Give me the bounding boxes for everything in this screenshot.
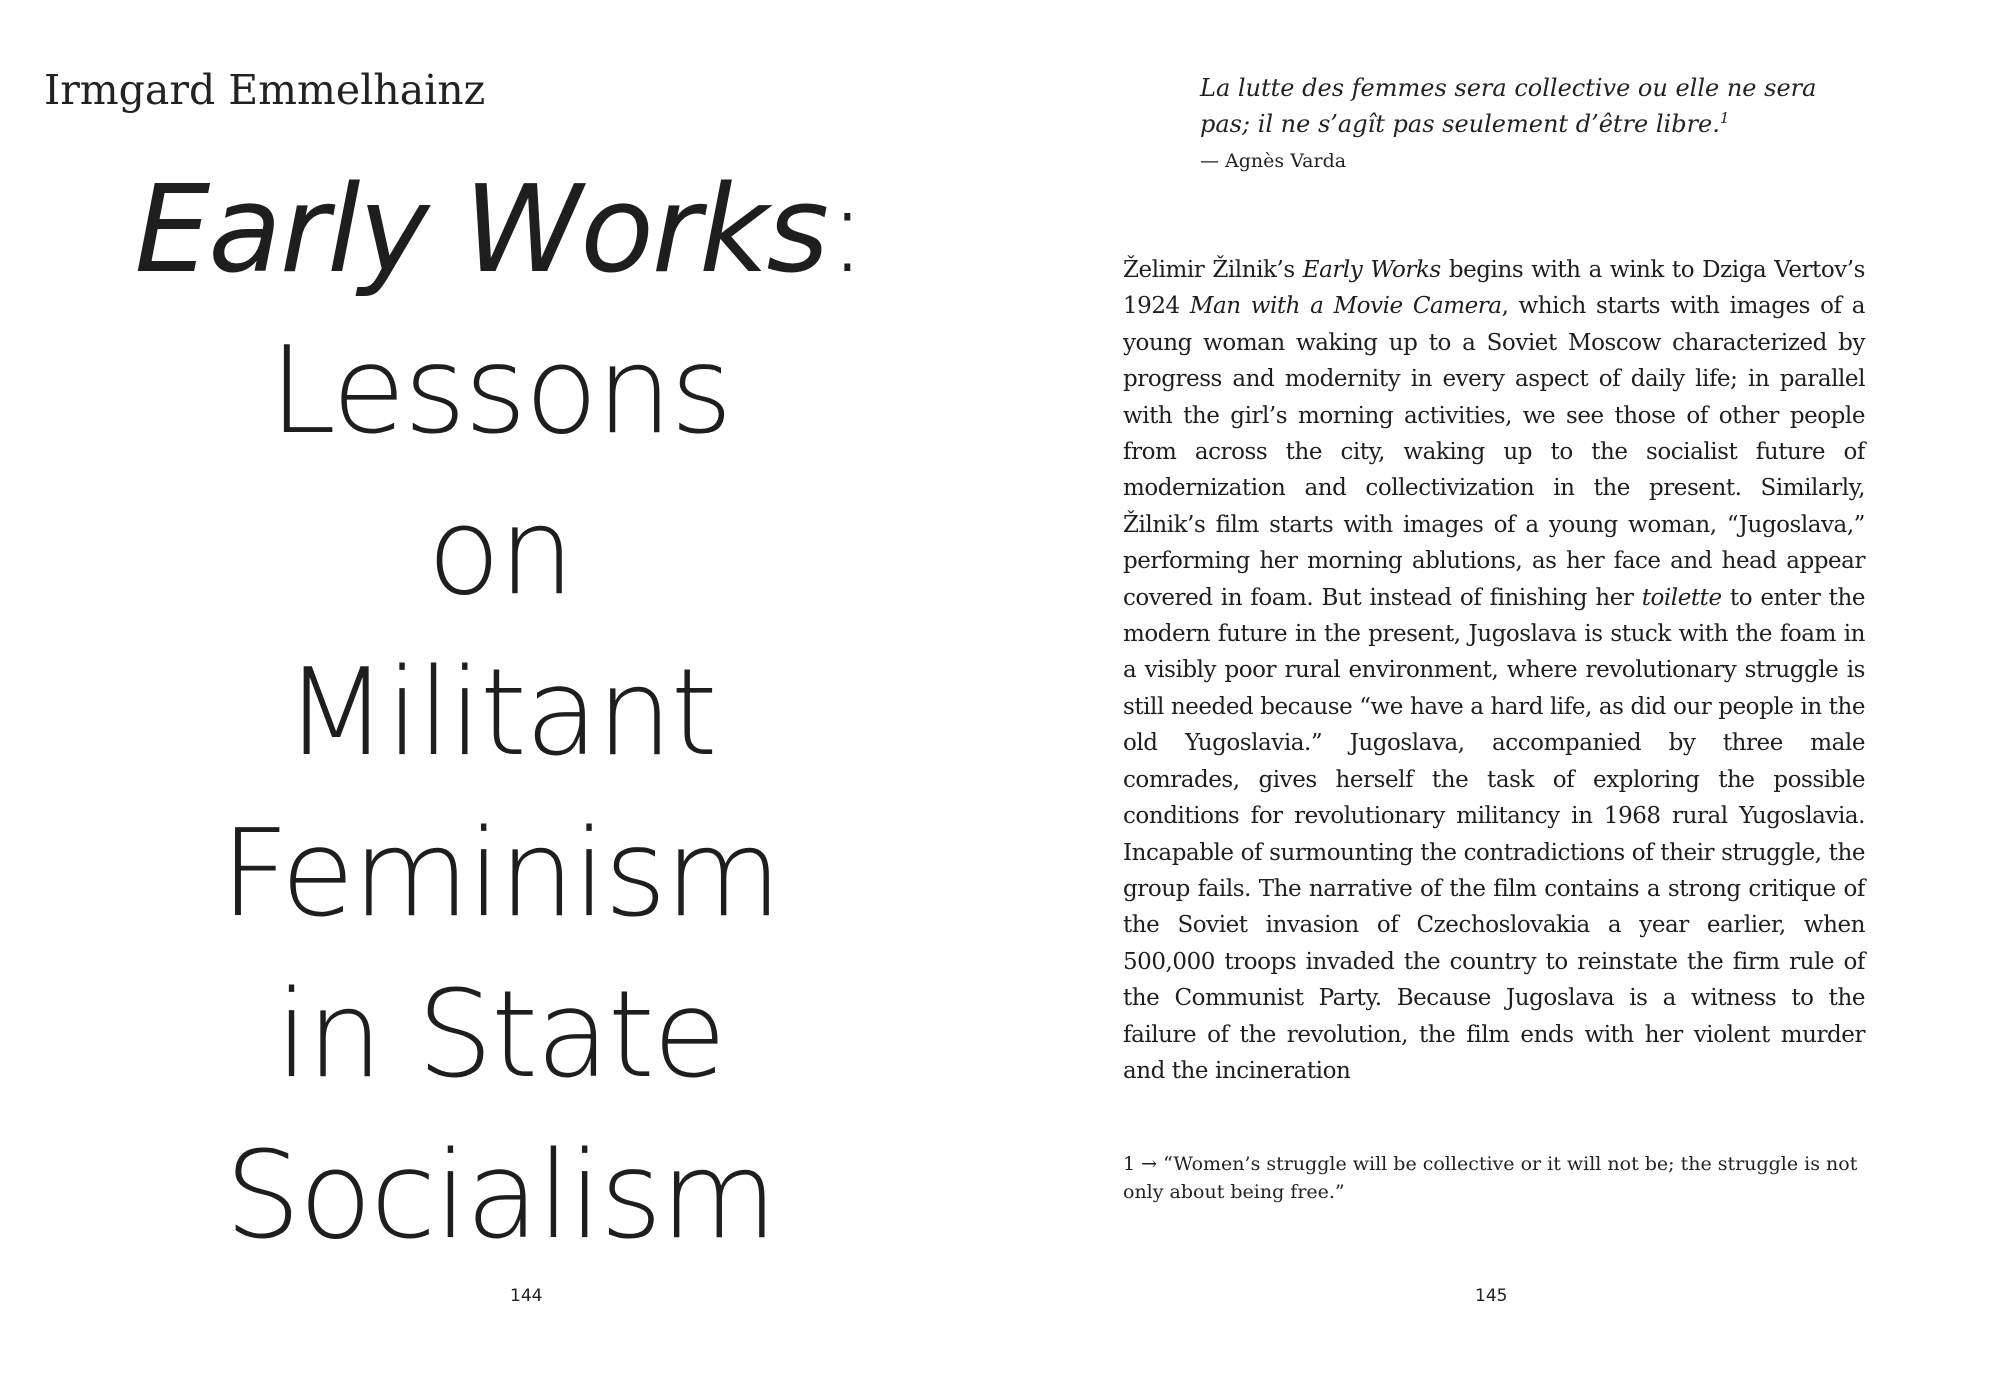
footnote-text: “Women’s struggle will be collective or it will not be; the struggle is not only about being free.”: [1123, 1153, 1858, 1203]
body-italic-word: toilette: [1641, 584, 1722, 611]
body-segment: Želimir Žilnik’s: [1123, 257, 1303, 283]
body-segment: begins with a wink to Dziga Vertov’s 1924: [1123, 257, 1866, 320]
title-line-2: Lessons: [269, 322, 731, 461]
title-line-3: on: [427, 483, 573, 622]
title-line-6: in State: [275, 966, 725, 1105]
epigraph-attribution: — Agnès Varda: [1200, 150, 1347, 172]
body-italic-film-title: Early Works: [1302, 257, 1441, 283]
title-colon: :: [827, 161, 866, 300]
body-segment: to enter the modern future in the present, Jugoslava is stuck with the foam in a visibly poor rural environment, where revolutionary struggle is still needed because “we have a hard life, as did our people in the old Yugoslavia.” Jugoslava, accompanied by three male comrades, gives herself the task of exploring the possible conditions for revolutionary militancy in 1968 rural Yugoslavia. Incapable of surmounting the contradictions of their struggle, the group fails. The narrative of the film contains a strong critique of the Soviet invasion of Czechoslovakia a year earlier, when 500,000 troops invaded the country to reinstate the firm rule of the Communist Party. Because Jugoslava is a witness to the failure of the revolution, the film ends with her violent murder and the incineration: [1123, 584, 1865, 1084]
right-page: [1000, 0, 2000, 1385]
epigraph-note-ref: 1: [1719, 109, 1730, 128]
body-segment: , which starts with images of a young woman waking up to a Soviet Moscow characterized by progress and modernity in every aspect of daily life; in parallel with the girl’s morning activities, we see those of other people from across the city, waking up to the socialist future of modernization and collectivization in the present. Similarly, Žilnik’s film starts with images of a young woman, “Jugoslava,” performing her morning ablutions, as her face and head appear covered in foam. But instead of finishing her: [1123, 293, 1865, 611]
epigraph: [1200, 70, 1865, 142]
author-name: Irmgard Emmelhainz: [44, 66, 486, 114]
footnote: [1123, 1150, 1865, 1206]
title-line-7: Socialism: [224, 1127, 776, 1266]
title-line-4: Militant: [284, 644, 716, 783]
page-number-right: 145: [1475, 1286, 1508, 1306]
title-line-1: [40, 150, 960, 311]
article-title: [40, 150, 960, 1277]
body-paragraph: [1123, 252, 1865, 1089]
page-number-left: 144: [510, 1286, 543, 1306]
title-italic-part: Early Works: [134, 161, 828, 300]
title-line-5: Feminism: [220, 805, 780, 944]
body-italic-film-title: Man with a Movie Camera: [1189, 293, 1502, 320]
epigraph-text: La lutte des femmes sera collective ou elle ne sera pas; il ne s’agît pas seulement d’être libre.: [1200, 74, 1817, 138]
footnote-marker: 1 →: [1123, 1153, 1158, 1175]
